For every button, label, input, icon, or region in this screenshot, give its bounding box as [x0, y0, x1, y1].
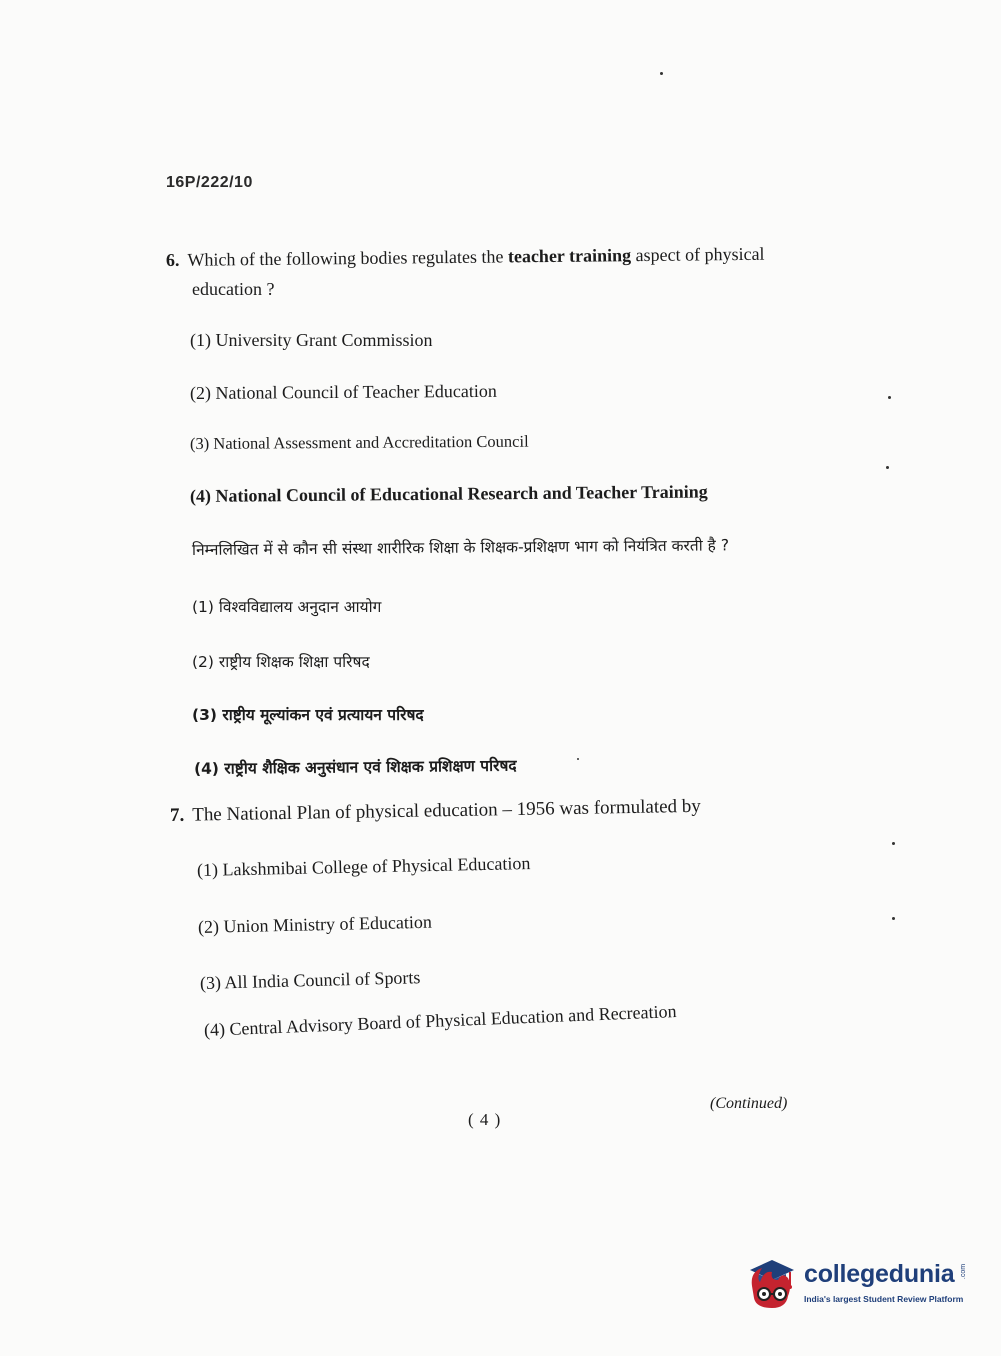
- question-6-hindi-option-3: (3) राष्ट्रीय मूल्यांकन एवं प्रत्यायन परिषद: [192, 706, 424, 724]
- scan-speck: [892, 917, 895, 920]
- collegedunia-tagline: India's largest Student Review Platform: [804, 1294, 964, 1304]
- collegedunia-suffix: .com: [960, 1263, 968, 1280]
- question-7-option-2: (2) Union Ministry of Education: [197, 911, 433, 937]
- question-6-hindi-option-4: (4) राष्ट्रीय शैक्षिक अनुसंधान एवं शिक्षक प्रशिक्षण परिषद: [193, 756, 517, 778]
- page-number: ( 4 ): [468, 1110, 502, 1129]
- question-6-stem-highlight: teacher training: [507, 245, 632, 267]
- continued-note: (Continued): [710, 1095, 788, 1112]
- scan-speck: [577, 758, 579, 760]
- scan-speck: [892, 842, 895, 845]
- question-7-option-3: (3) All India Council of Sports: [199, 967, 421, 993]
- question-7-number: 7.: [169, 804, 185, 826]
- scan-speck: [660, 72, 663, 75]
- question-6-number: 6.: [165, 249, 180, 270]
- question-7-stem: [170, 796, 701, 827]
- collegedunia-name: collegedunia: [804, 1260, 955, 1288]
- question-6-hindi-stem: निम्नलिखित में से कौन सी संस्था शारीरिक शिक्षा के शिक्षक-प्रशिक्षण भाग को नियंत्रित करती है ?: [191, 536, 730, 559]
- question-6-option-1: (1) University Grant Commission: [190, 330, 433, 350]
- question-6-stem-line-2: education ?: [192, 279, 275, 299]
- collegedunia-watermark: [742, 1246, 972, 1316]
- question-7-option-4: (4) Central Advisory Board of Physical Education and Recreation: [203, 1001, 677, 1040]
- question-6-stem: [166, 244, 765, 271]
- question-6-option-2: (2) National Council of Teacher Education: [189, 380, 497, 403]
- question-6-hindi-option-2: (2) राष्ट्रीय शिक्षक शिक्षा परिषद: [192, 653, 370, 671]
- question-6-stem-start: Which of the following bodies regulates the: [187, 246, 509, 270]
- question-6-option-4: (4) National Council of Educational Research and Teacher Training: [189, 481, 708, 506]
- paper-code: 16P/222/10: [166, 174, 253, 191]
- collegedunia-logo-icon: [742, 1252, 800, 1310]
- question-6-hindi-option-1: (1) विश्वविद्यालय अनुदान आयोग: [192, 598, 382, 616]
- scan-speck: [886, 466, 889, 469]
- question-7-option-1: (1) Lakshmibai College of Physical Education: [196, 853, 531, 880]
- question-6-stem-end: aspect of physical: [630, 243, 765, 266]
- question-7-stem-text: The National Plan of physical education – 1956 was formulated by: [192, 795, 701, 826]
- question-6-option-3: (3) National Assessment and Accreditation Council: [189, 431, 529, 453]
- scan-speck: [888, 396, 891, 399]
